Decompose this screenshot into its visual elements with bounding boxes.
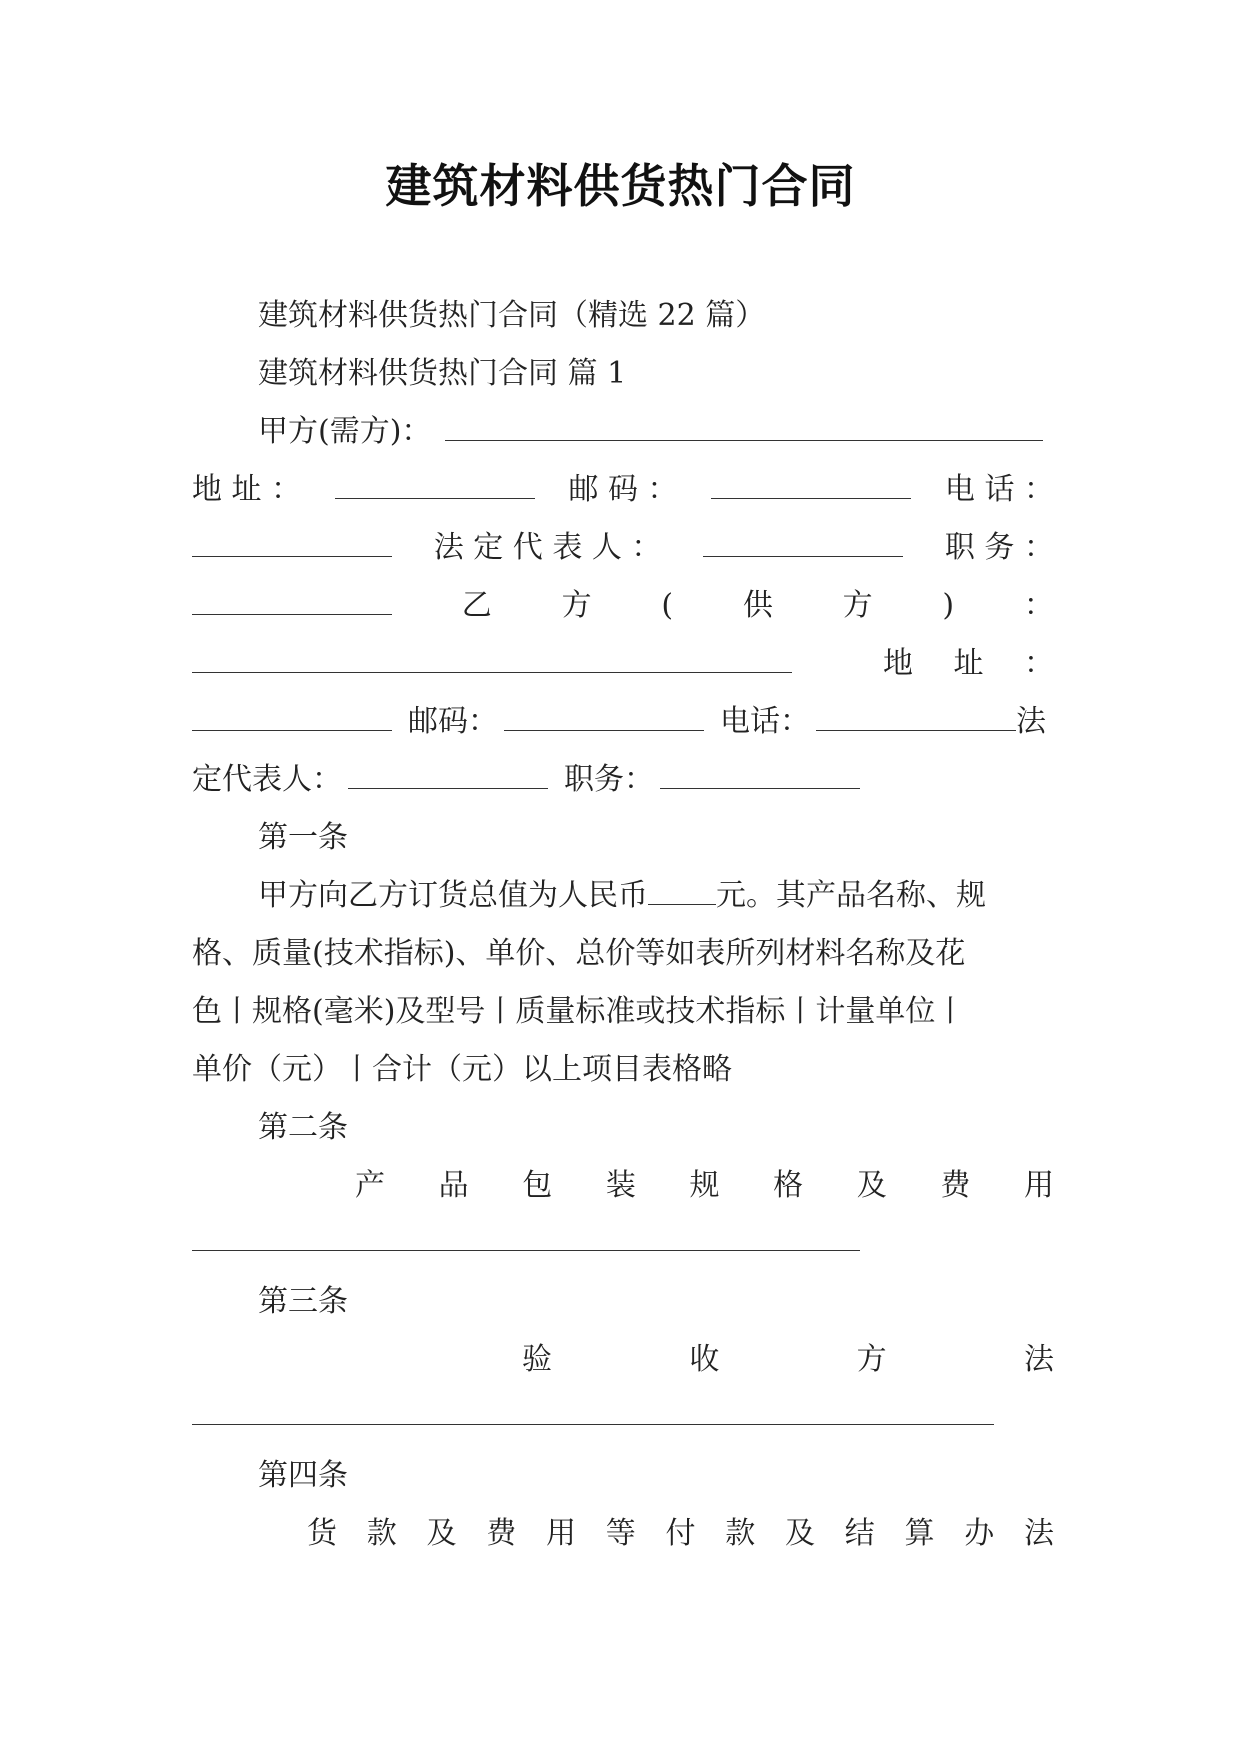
party-b-char: ( <box>661 588 674 623</box>
article-3-blank-line <box>192 1396 1054 1440</box>
article-4-char: 费 <box>486 1516 517 1551</box>
party-b-rep-label-end: 定代表人： <box>192 762 342 797</box>
party-b-address-blank <box>192 702 392 731</box>
party-a-contact-line <box>192 468 1054 512</box>
party-b-char: 供 <box>742 588 773 623</box>
article-2-heading <box>258 1106 1054 1150</box>
article-4-heading <box>258 1454 1054 1498</box>
article-1-text-a: 甲方向乙方订货总值为人民币 <box>258 878 648 913</box>
party-a-postcode-label: 邮 码 ： <box>568 472 678 507</box>
article-1-text-b: 元。其产品名称、规 <box>716 878 986 913</box>
article-3-heading-text: 第三条 <box>258 1284 348 1319</box>
article-3-title <box>522 1338 1054 1382</box>
article-1-line-4 <box>192 1048 1054 1092</box>
article-2-char: 费 <box>940 1168 971 1203</box>
article-2-char: 用 <box>1024 1168 1054 1203</box>
party-a-postcode-blank <box>711 470 911 499</box>
party-b-char: ) <box>942 588 955 623</box>
article-2-char: 格 <box>773 1168 804 1203</box>
party-a-position-blank <box>192 586 392 615</box>
party-a-rep-label: 法 定 代 表 人 ： <box>433 530 662 565</box>
article-4-char: 及 <box>426 1516 457 1551</box>
party-b-postcode-label: 邮码： <box>408 704 498 739</box>
article-1-text: 格、质量(技术指标)、单价、总价等如表所列材料名称及花 <box>192 936 966 971</box>
article-1-line-1 <box>258 874 1054 918</box>
party-b-rep-label-start: 法 <box>1016 704 1046 739</box>
article-1-text: 单价（元）丨合计（元）以上项目表格略 <box>192 1052 732 1087</box>
party-b-phone-blank <box>816 702 1016 731</box>
party-b-position-blank <box>660 760 860 789</box>
party-b-postcode-blank <box>504 702 704 731</box>
article-4-char: 用 <box>546 1516 576 1551</box>
article-3-heading <box>258 1280 1054 1324</box>
article-2-char: 产 <box>355 1168 385 1203</box>
article-4-char: 款 <box>725 1516 756 1551</box>
article-4-char: 结 <box>844 1516 875 1551</box>
total-value-blank <box>648 876 716 905</box>
party-b-phone-label: 电话： <box>720 704 810 739</box>
article-4-char: 等 <box>605 1516 636 1551</box>
party-a-address-blank <box>335 470 535 499</box>
article-2-blank-line <box>192 1222 1054 1266</box>
party-a-name-blank <box>445 412 1043 441</box>
article-3-blank <box>192 1396 994 1425</box>
party-a-position-label: 职 务 ： <box>944 530 1054 565</box>
party-b-char: 方 <box>842 588 873 623</box>
article-4-char: 款 <box>366 1516 397 1551</box>
party-a-phone-label: 电 话 ： <box>944 472 1054 507</box>
article-1-line-3 <box>192 990 1054 1034</box>
party-a-line <box>258 410 1054 454</box>
subtitle-text: 建筑材料供货热门合同（精选 22 篇） <box>258 298 766 333</box>
document-title: 建筑材料供货热门合同 <box>385 159 856 213</box>
article-2-title <box>355 1164 1054 1208</box>
article-2-char: 装 <box>605 1168 636 1203</box>
party-a-phone-blank <box>192 528 392 557</box>
party-b-rep-blank <box>348 760 548 789</box>
document-subtitle <box>258 294 1054 338</box>
article-1-line-2 <box>192 932 1054 976</box>
article-3-char: 方 <box>856 1342 887 1377</box>
party-b-char: 乙 <box>461 588 492 623</box>
article-4-char: 办 <box>964 1516 995 1551</box>
article-1-heading-text: 第一条 <box>258 820 348 855</box>
part-heading <box>258 352 1054 396</box>
article-1-heading <box>258 816 1054 860</box>
party-a-rep-line <box>192 526 1054 570</box>
article-2-char: 规 <box>689 1168 720 1203</box>
article-3-char: 验 <box>522 1342 552 1377</box>
part-heading-text: 建筑材料供货热门合同 篇 1 <box>258 356 627 391</box>
article-4-heading-text: 第四条 <box>258 1458 348 1493</box>
party-b-char: 方 <box>561 588 592 623</box>
party-b-address-char: 址 <box>953 646 984 681</box>
article-4-char: 算 <box>904 1516 935 1551</box>
party-b-address-line <box>192 642 1054 686</box>
article-3-char: 法 <box>1023 1342 1054 1377</box>
party-b-char: ： <box>1023 588 1054 623</box>
party-b-rep-line <box>192 758 1054 802</box>
article-4-char: 货 <box>307 1516 337 1551</box>
article-4-char: 及 <box>785 1516 815 1551</box>
party-b-name-blank <box>192 644 792 673</box>
party-b-position-label: 职务： <box>564 762 654 797</box>
party-b-address-char: 地 <box>883 646 913 681</box>
party-a-rep-blank <box>703 528 903 557</box>
party-b-address-char: ： <box>1024 646 1054 681</box>
article-2-blank <box>192 1222 860 1251</box>
article-2-heading-text: 第二条 <box>258 1110 348 1145</box>
article-2-char: 品 <box>438 1168 469 1203</box>
article-1-text: 色丨规格(毫米)及型号丨质量标准或技术指标丨计量单位丨 <box>192 994 966 1029</box>
party-a-label: 甲方(需方)： <box>258 414 432 449</box>
article-4-char: 付 <box>665 1516 696 1551</box>
article-2-char: 包 <box>522 1168 553 1203</box>
party-b-line <box>192 584 1054 628</box>
party-b-contact-line <box>192 700 1054 744</box>
article-2-char: 及 <box>856 1168 887 1203</box>
article-4-title <box>307 1512 1054 1556</box>
party-a-address-label: 地 址 ： <box>192 472 302 507</box>
article-3-char: 收 <box>689 1342 720 1377</box>
article-4-char: 法 <box>1024 1516 1054 1551</box>
